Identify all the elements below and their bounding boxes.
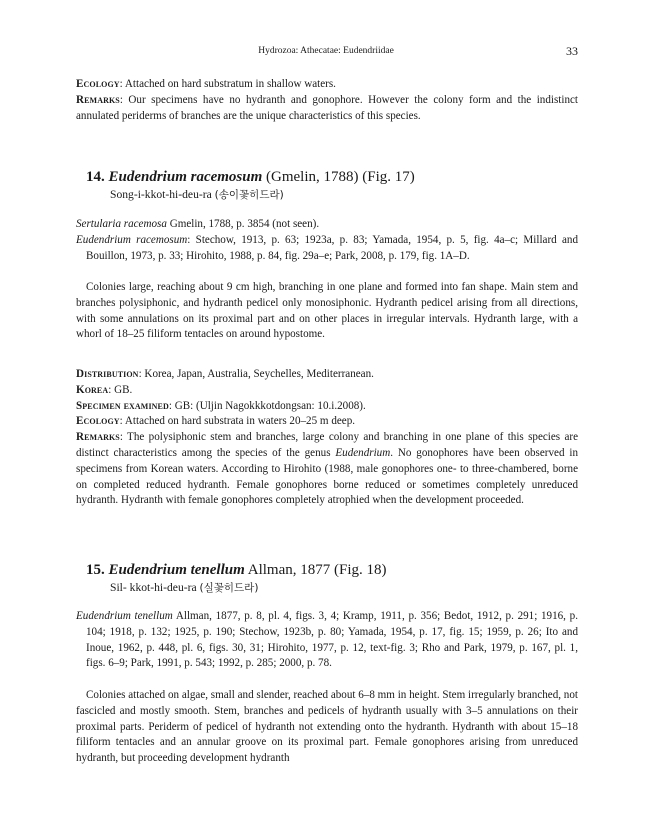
running-header	[0, 44, 652, 60]
korea-locality: Korea: GB.	[76, 383, 133, 396]
species-15-title: 15. Eudendrium tenellum Allman, 1877 (Fig. 18)	[86, 562, 387, 578]
species-14-synonymy	[76, 217, 578, 264]
prev-remarks: Remarks: Our specimens have no hydranth and gonophore. However the colony form and the indistinct annulated periderms of branches are the unique characteristics of this species.	[76, 93, 578, 122]
species-15-synonymy	[76, 609, 578, 672]
ecology: Ecology: Attached on hard substrata in waters 20–25 m deep.	[76, 415, 356, 428]
page-number: 33	[566, 44, 578, 58]
running-title: Hydrozoa: Athecatae: Eudendriidae	[258, 46, 394, 56]
prev-ecology: Ecology: Attached on hard substratum in shallow waters.	[76, 78, 336, 90]
species-14-title: 14. Eudendrium racemosum (Gmelin, 1788) (Fig. 17)	[86, 169, 415, 185]
distribution: Distribution: Korea, Japan, Australia, Seychelles, Mediterranean.	[76, 368, 374, 380]
synonym-entry: Eudendrium racemosum: Stechow, 1913, p. 63; 1923a, p. 83; Yamada, 1954, p. 5, fig. 4a–c; Millard and Bouillon, 1973, p. 33; Hirohito, 1988, p. 84, fig. 29a–e; Park, 2008, p. 179, fig. 1A–D.	[76, 233, 578, 262]
synonym-entry: Sertularia racemosa Gmelin, 1788, p. 3854 (not seen).	[76, 218, 320, 230]
species-14-heading	[86, 168, 576, 203]
species-15-binomial: Eudendrium tenellum	[108, 562, 245, 578]
synonym-entry: Eudendrium tenellum Allman, 1877, p. 8, pl. 4, figs. 3, 4; Kramp, 1911, p. 356; Bedot, 1912, p. 291; 1916, p. 104; 1918, p. 132; 1925, p. 190; Stechow, 1923b, p. 80; Yamada, 1954, p. 17, fig. 15; 1959, p. 26; Ito and Inoue, 1962, p. 448, pl. 6, figs. 30, 31; Hirohito, 1977, p. 12, text-fig. 3; Rho and Park, 1979, p. 167, pl. 1, figs. 6–9; Park, 1991, p. 543; 1992, p. 285; 2000, p. 78.	[76, 610, 578, 670]
species-15-heading	[86, 561, 576, 596]
species-14-binomial: Eudendrium racemosum	[108, 169, 263, 185]
species-15-description: Colonies attached on algae, small and slender, reached about 6–8 mm in height. Stem irregularly branched, not fascicled and mostly smooth. Stem, branches and pedicels of hydranth usually with 3–5 annulations on their proximal parts. Periderm of pedicel of hydranth not extending onto the hydranth. Hydranth with about 15–18 filiform tentacles and an annular groove on its proximal part. Female gonophores arising from unreduced hydranth, but proceeding development hydranth	[76, 689, 578, 765]
species-14-details	[76, 367, 578, 509]
prev-species-section	[76, 77, 578, 124]
species-14-description: Colonies large, reaching about 9 cm high, branching in one plane and formed into fan shape. Main stem and branches polysiphonic, and hydranth pedicel only monosiphonic. Hydranth pedicel arising from all directions, with some annulations on its proximal part and on other places in irregular intervals. Hydranth large, with a whorl of 18–25 filiform tentacles on around hypostome.	[76, 281, 578, 341]
remarks: Remarks: The polysiphonic stem and branches, large colony and branching in one plane of this species are distinct characteristics among the species of the genus Eudendrium. No gonophores have been observed in specimens from Korean waters. According to Hirohito (1988, male gonophores one- to three-chambered, borne on completed reduced hydranth. Female gonophores borne reduced or sometimes completely unreduced hydranth. Hydranth with female gonophores completely atrophied when the development proceeded.	[76, 431, 578, 507]
specimen-examined: Specimen examined: GB: (Uljin Nagokkkotdongsan: 10.i.2008).	[76, 399, 366, 412]
species-15-korean-name: Sil- kkot-hi-deu-ra (실꽃히드라)	[110, 581, 259, 594]
species-14-korean-name: Song-i-kkot-hi-deu-ra (송이꽃히드라)	[110, 188, 284, 201]
